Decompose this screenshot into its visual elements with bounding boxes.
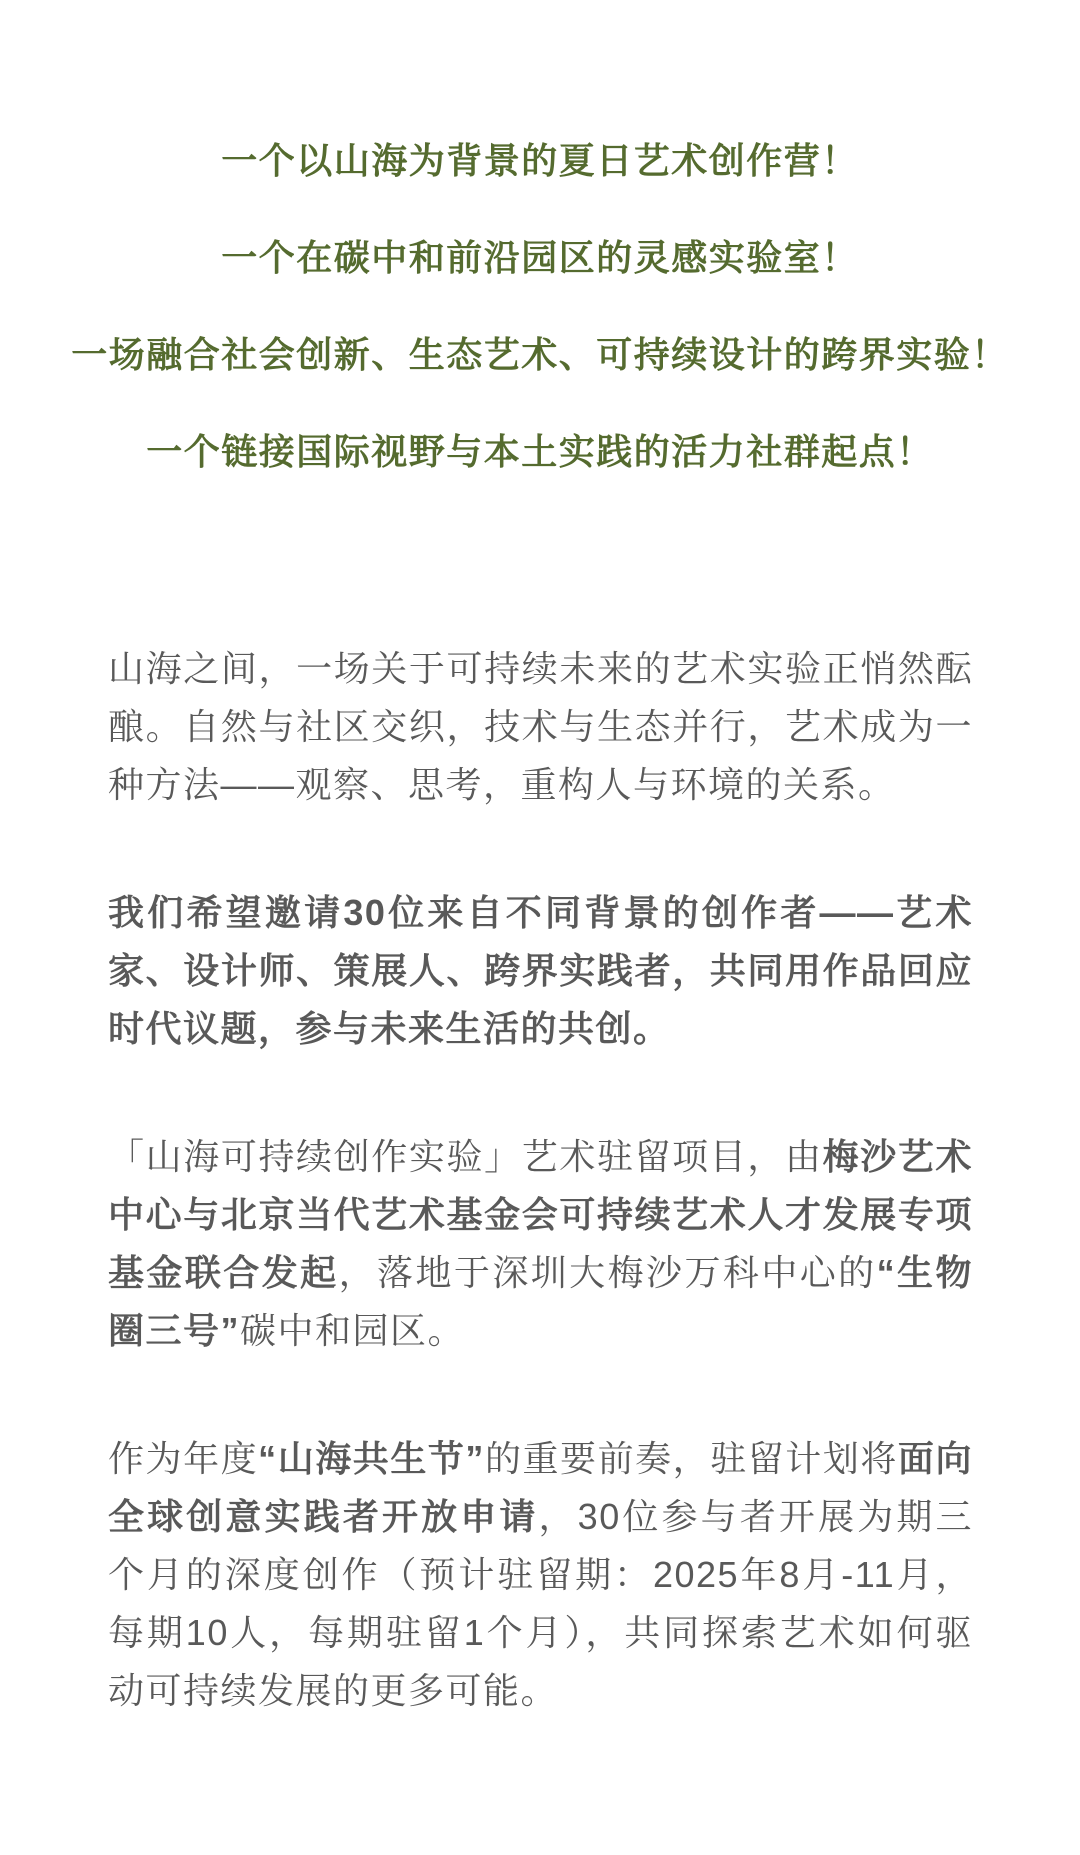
text-run: ，30位参与者开展为期三个月的深度创作（预计驻留期：2025年8月-11月，每期10人，每期驻留1个月），共同探索艺术如何驱动可持续发展的更多可能。 xyxy=(108,1496,973,1711)
text-run: 作为年度 xyxy=(108,1438,259,1479)
headline-block xyxy=(0,0,1080,481)
text-run: 碳中和园区。 xyxy=(240,1310,466,1351)
bold-text-run: “生物圈三号” xyxy=(108,1252,973,1351)
headline-line: 一个以山海为背景的夏日艺术创作营！ xyxy=(221,140,859,181)
headline-line: 一个在碳中和前沿园区的灵感实验室！ xyxy=(221,237,859,278)
bold-text-run: 我们希望邀请30位来自不同背景的创作者——艺术家、设计师、策展人、跨界实践者，共同用作品回应时代议题，参与未来生活的共创。 xyxy=(108,892,973,1049)
text-run: 「山海可持续创作实验」艺术驻留项目，由 xyxy=(108,1136,823,1177)
body-paragraph xyxy=(108,1128,973,1360)
headline-line: 一个链接国际视野与本土实践的活力社群起点！ xyxy=(146,431,934,472)
text-run: ，落地于深圳大梅沙万科中心的 xyxy=(338,1252,877,1293)
bold-text-run: 梅沙艺术中心与北京当代艺术基金会可持续艺术人才发展专项基金联合发起 xyxy=(108,1136,973,1293)
bold-text-run: 面向全球创意实践者开放申请 xyxy=(108,1438,973,1537)
headline-line: 一场融合社会创新、生态艺术、可持续设计的跨界实验！ xyxy=(71,334,1009,375)
text-run: 的重要前奏，驻留计划将 xyxy=(484,1438,898,1479)
text-run: 山海之间，一场关于可持续未来的艺术实验正悄然酝酿。自然与社区交织，技术与生态并行，艺术成为一种方法——观察、思考，重构人与环境的关系。 xyxy=(108,648,973,805)
body-paragraph xyxy=(108,884,973,1058)
body-paragraph xyxy=(108,640,973,814)
bold-text-run: “山海共生节” xyxy=(258,1438,485,1479)
paragraph-block xyxy=(0,640,1080,1855)
body-paragraph xyxy=(108,1430,973,1720)
